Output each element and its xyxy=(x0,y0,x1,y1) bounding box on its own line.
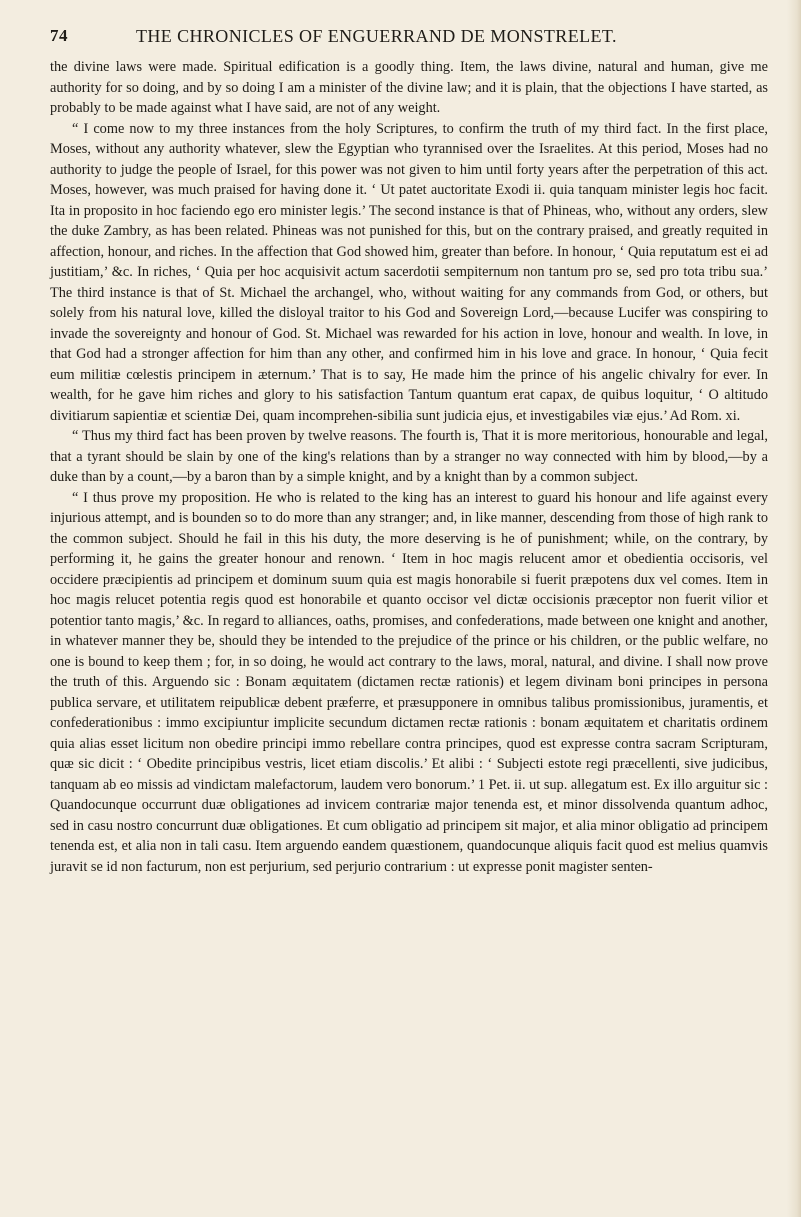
paragraph: “ Thus my third fact has been proven by twelve reasons. The fourth is, That it is more meritorious, honourable and legal, that a tyrant should be slain by one of the king's relations than by a stranger no way connected with him by blood,—by a duke than by a count,—by a baron than by a simple knight, and by a knight than by a common subject. xyxy=(50,428,768,485)
paragraph: the divine laws were made. Spiritual edification is a goodly thing. Item, the laws divine, natural and human, give me authority for so doing, and by so doing I am a minister of the divine law; and it is plain, that the objections I have started, as probably to be made against what I have said, are not of any weight. xyxy=(50,59,768,116)
page-header xyxy=(50,26,770,52)
body-text xyxy=(50,57,768,877)
paragraph: “ I thus prove my proposition. He who is related to the king has an interest to guard his honour and life against every injurious attempt, and is bounden so to do more than any stranger; and, in like manner, descending from those of high rank to the common subject. Should he fail in this his duty, the more deserving is he of punishment; while, on the contrary, by performing it, he gains the greater honour and renown. ‘ Item in hoc magis relucent amor et obedientia occisoris, vel occidere præcipientis ad principem et dominum suum quia est magis honorabile si fuerit præpotens dux vel comes. Item in hoc magis relucet potentia regis quod est honorabile et quanto occisor vel dictæ occisionis præceptor non fuerit vilior et potentior tanto magis,’ &c. In regard to alliances, oaths, promises, and confederations, made between one knight and another, in whatever manner they be, should they be intended to the prejudice of the prince or his children, or the public welfare, no one is bound to keep them ; for, in so doing, he would act contrary to the laws, moral, natural, and divine. I shall now prove the truth of this. Arguendo sic : Bonam æquitatem (dictamen rectæ rationis) et legem divinam boni principes in persona publica servare, et utilitatem reipublicæ debent præferre, et præsupponere in omnibus talibus promissionibus, juramentis, et confederationibus : immo excipiuntur implicite secundum dictamen rectæ rationis : bonam æquitatem et charitatis ordinem quia alias esset licitum non obedire principi immo rebellare contra principes, quod est expresse contra sacram Scripturam, quæ sic dicit : ‘ Obedite principibus vestris, licet etiam discolis.’ Et alibi : ‘ Subjecti estote regi præcellenti, sive judicibus, tanquam ab eo missis ad vindictam malefactorum, laudem vero bonorum.’ 1 Pet. ii. ut sup. allegatum est. Ex illo arguitur sic : Quandocunque occurrunt duæ obligationes ad invicem contrariæ major tenenda est, et minor dissolvenda quantum adhoc, sed in casu nostro concurrunt duæ obligationes. Et cum obligatio ad principem sit major, et alia minor obligatio ad principem tenenda est, et alia non in tali casu. Item arguendo eandem quæstionem, quandocunque aliquis facit quod est melius quamvis juravit se id non facturum, non est perjurium, sed perjurio contrarium : ut expresse ponit magister senten- xyxy=(50,489,768,875)
page-number: 74 xyxy=(50,26,68,45)
page-edge-shadow xyxy=(787,0,801,1217)
paragraph: “ I come now to my three instances from the holy Scriptures, to confirm the truth of my third fact. In the first place, Moses, without any authority whatever, slew the Egyptian who tyrannised over the Israelites. At this period, Moses had no authority to judge the people of Israel, for this power was not given to him until forty years after the perpetration of this act. Moses, however, was much praised for having done it. ‘ Ut patet auctoritate Exodi ii. quia tanquam minister legis hoc facit. Ita in proposito in hoc faciendo ego ero minister legis.’ The second instance is that of Phineas, who, without any orders, slew the duke Zambry, as has been related. Phineas was not punished for this, but on the contrary praised, and greatly requited in affection, honour, and riches. In the affection that God showed him, greater than before. In honour, ‘ Quia reputatum est ei ad justitiam,’ &c. In riches, ‘ Quia per hoc acquisivit actum sacerdotii sempiternum non tantum pro se, sed pro tota tribu sua.’ The third instance is that of St. Michael the archangel, who, without waiting for any commands from God, or others, but solely from his natural love, killed the disloyal traitor to his God and Sovereign Lord,—because Lucifer was conspiring to invade the sovereignty and honour of God. St. Michael was rewarded for his action in love, honour and wealth. In love, in that God had a stronger affection for him than any other, and confirmed him in his love and grace. In honour, ‘ Quia fecit eum militiæ cœlestis principem in æternum.’ That is to say, He made him the prince of his angelic chivalry for ever. In wealth, for he gave him riches and glory to his satisfaction Tantum quantum erat capax, de quibus loquitur, ‘ O altitudo divitiarum sapientiæ et scientiæ Dei, quam incomprehen-sibilia sunt judicia ejus, et investigabiles viæ ejus.’ Ad Rom. xi. xyxy=(50,120,768,424)
running-head: THE CHRONICLES OF ENGUERRAND DE MONSTRELET. xyxy=(136,26,617,46)
